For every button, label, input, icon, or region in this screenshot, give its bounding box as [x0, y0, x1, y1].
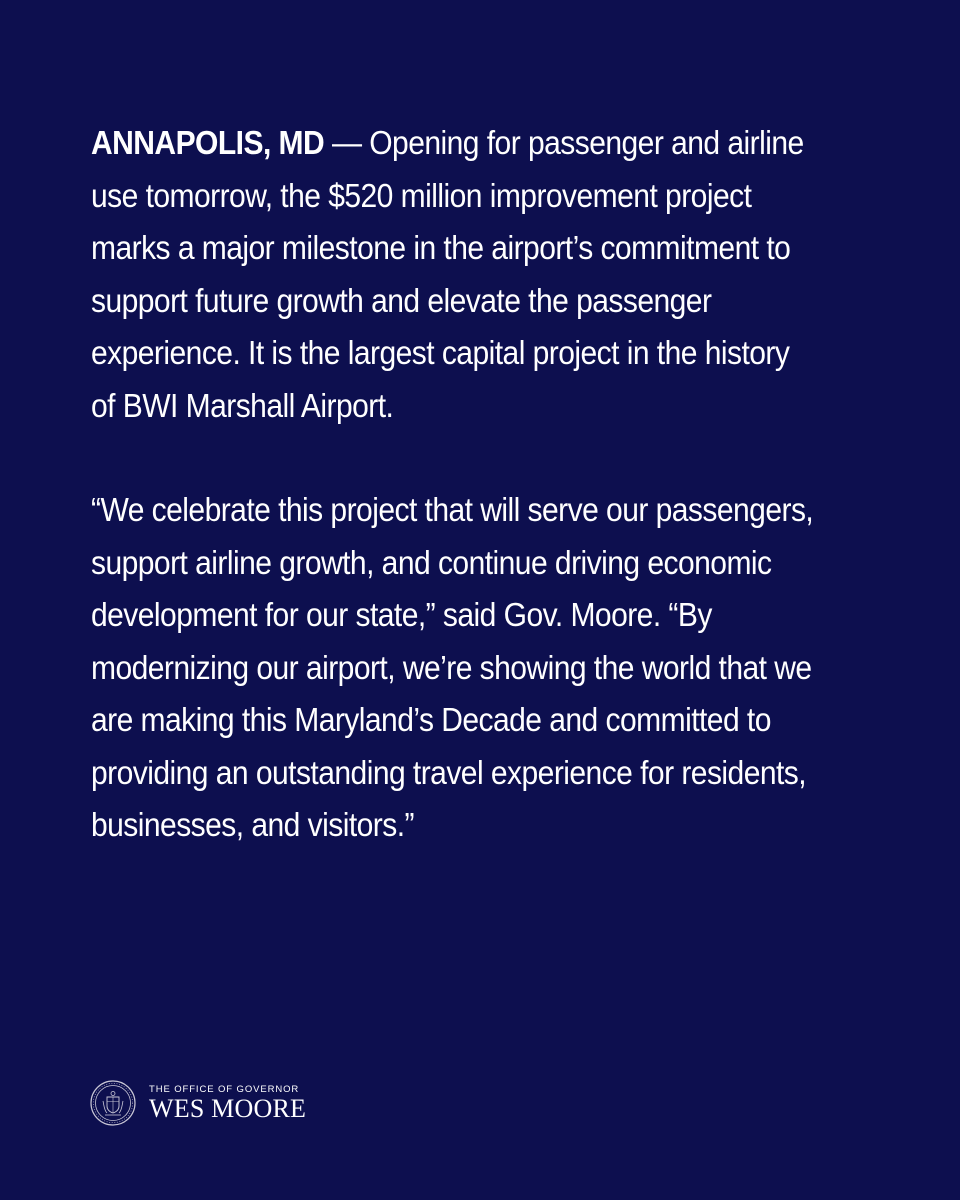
footer-signature — [90, 1079, 306, 1127]
dateline-separator: — — [324, 124, 370, 161]
release-paragraph-1 — [91, 117, 819, 432]
footer-text — [149, 1084, 306, 1122]
release-body — [91, 117, 819, 852]
office-label: THE OFFICE OF GOVERNOR — [149, 1084, 300, 1095]
governor-name: WES MOORE — [149, 1094, 307, 1123]
release-paragraph-2: “We celebrate this project that will serve our passengers, support airline growth, and continue driving economic development for our state,” said Gov. Moore. “By modernizing our airport, we’re showing the world that we are making this Maryland’s Decade and committed to providing an outstanding travel experience for residents, businesses, and visitors.” — [91, 491, 814, 843]
paragraph-1-text: Opening for passenger and airline use tomorrow, the $520 million improvement project marks a major milestone in the airport’s commitment to support future growth and elevate the passenger experience. It is the largest capital project in the history of BWI Marshall Airport. — [91, 124, 804, 424]
state-seal-icon — [90, 1080, 136, 1126]
dateline: ANNAPOLIS, MD — [91, 124, 325, 161]
